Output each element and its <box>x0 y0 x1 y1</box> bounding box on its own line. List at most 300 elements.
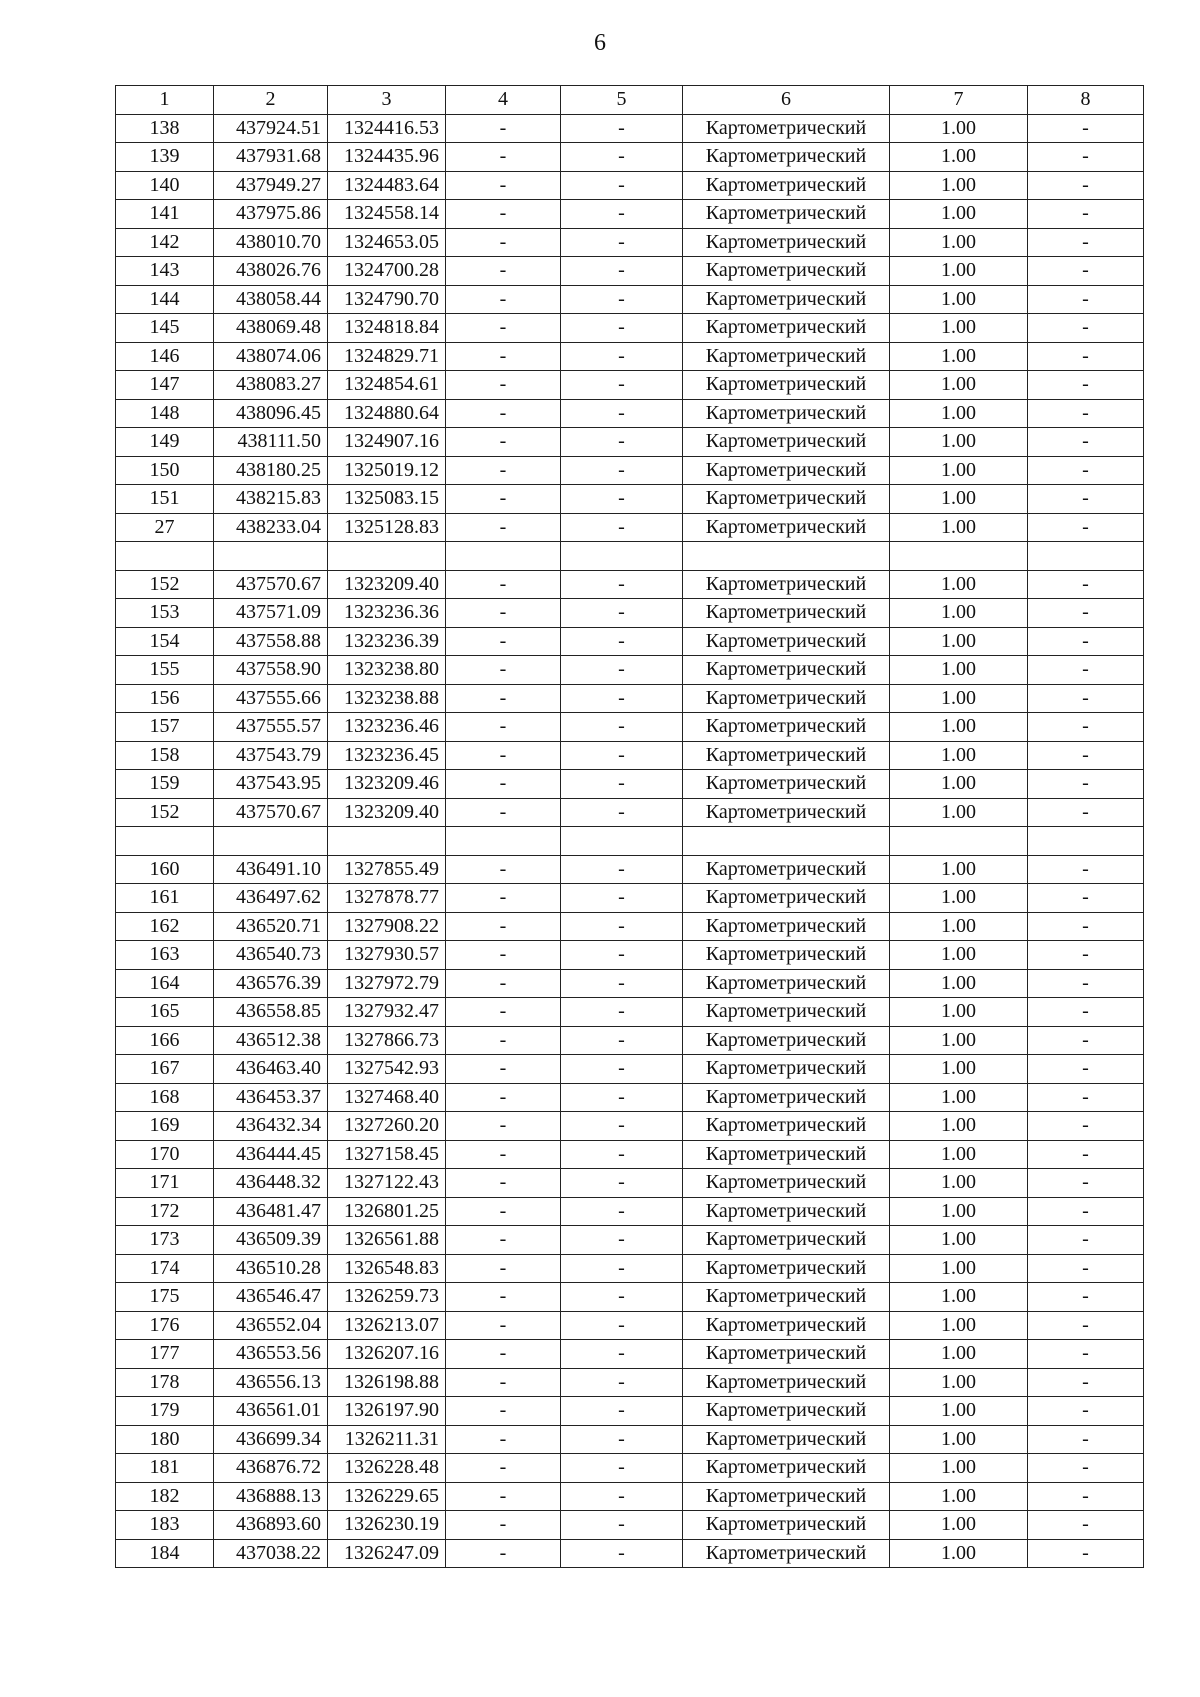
cell-method: Картометрический <box>683 171 890 200</box>
cell-coord-x: 436553.56 <box>214 1340 328 1369</box>
table-row <box>116 1226 1144 1255</box>
cell-coord-y <box>328 827 446 856</box>
cell-coord-y: 1324653.05 <box>328 228 446 257</box>
cell-point-number: 170 <box>116 1140 214 1169</box>
cell-method: Картометрический <box>683 1026 890 1055</box>
cell-point-number: 180 <box>116 1425 214 1454</box>
cell-method: Картометрический <box>683 627 890 656</box>
cell-accuracy: 1.00 <box>890 741 1028 770</box>
cell-col-4: - <box>446 1169 561 1198</box>
cell-method: Картометрический <box>683 399 890 428</box>
cell-accuracy <box>890 827 1028 856</box>
cell-accuracy: 1.00 <box>890 428 1028 457</box>
cell-col-5: - <box>561 428 683 457</box>
cell-point-number: 169 <box>116 1112 214 1141</box>
cell-col-5: - <box>561 855 683 884</box>
cell-coord-y: 1324790.70 <box>328 285 446 314</box>
cell-coord-y: 1326229.65 <box>328 1482 446 1511</box>
cell-col-5: - <box>561 656 683 685</box>
cell-coord-x: 437038.22 <box>214 1539 328 1568</box>
cell-col-8: - <box>1028 1083 1144 1112</box>
cell-method: Картометрический <box>683 656 890 685</box>
table-row <box>116 656 1144 685</box>
cell-col-8: - <box>1028 1311 1144 1340</box>
cell-coord-y: 1323209.40 <box>328 798 446 827</box>
cell-coord-y: 1327908.22 <box>328 912 446 941</box>
cell-coord-y: 1326198.88 <box>328 1368 446 1397</box>
cell-method: Картометрический <box>683 1340 890 1369</box>
cell-method: Картометрический <box>683 314 890 343</box>
table-row <box>116 171 1144 200</box>
cell-accuracy <box>890 542 1028 571</box>
cell-method: Картометрический <box>683 798 890 827</box>
cell-col-5: - <box>561 798 683 827</box>
cell-method: Картометрический <box>683 1055 890 1084</box>
table-row <box>116 513 1144 542</box>
cell-col-4: - <box>446 1311 561 1340</box>
cell-coord-x: 436699.34 <box>214 1425 328 1454</box>
table-row <box>116 1311 1144 1340</box>
cell-col-4: - <box>446 456 561 485</box>
cell-accuracy: 1.00 <box>890 1539 1028 1568</box>
table-row <box>116 371 1144 400</box>
cell-col-5: - <box>561 1539 683 1568</box>
cell-point-number: 155 <box>116 656 214 685</box>
cell-coord-x: 438026.76 <box>214 257 328 286</box>
table-row <box>116 314 1144 343</box>
cell-accuracy: 1.00 <box>890 684 1028 713</box>
cell-col-4: - <box>446 1340 561 1369</box>
cell-col-5: - <box>561 1511 683 1540</box>
table-row <box>116 684 1144 713</box>
cell-col-8: - <box>1028 1482 1144 1511</box>
cell-accuracy: 1.00 <box>890 1026 1028 1055</box>
cell-coord-x: 438096.45 <box>214 399 328 428</box>
cell-col-5: - <box>561 114 683 143</box>
cell-point-number: 177 <box>116 1340 214 1369</box>
cell-point-number: 165 <box>116 998 214 1027</box>
cell-col-8: - <box>1028 570 1144 599</box>
cell-method: Картометрический <box>683 1311 890 1340</box>
table-row <box>116 1425 1144 1454</box>
cell-coord-y: 1327158.45 <box>328 1140 446 1169</box>
cell-coord-x: 436463.40 <box>214 1055 328 1084</box>
cell-col-5: - <box>561 912 683 941</box>
cell-col-4: - <box>446 770 561 799</box>
cell-col-8: - <box>1028 713 1144 742</box>
cell-col-4: - <box>446 1283 561 1312</box>
cell-coord-x: 437949.27 <box>214 171 328 200</box>
cell-coord-y: 1327972.79 <box>328 969 446 998</box>
cell-col-5: - <box>561 456 683 485</box>
cell-col-5 <box>561 542 683 571</box>
cell-col-8: - <box>1028 1254 1144 1283</box>
cell-method: Картометрический <box>683 1539 890 1568</box>
cell-coord-x: 438058.44 <box>214 285 328 314</box>
cell-coord-y: 1325128.83 <box>328 513 446 542</box>
cell-accuracy: 1.00 <box>890 599 1028 628</box>
table-row <box>116 114 1144 143</box>
cell-coord-x: 437571.09 <box>214 599 328 628</box>
table-row <box>116 399 1144 428</box>
cell-col-4: - <box>446 1482 561 1511</box>
cell-coord-x: 436491.10 <box>214 855 328 884</box>
cell-coord-x: 438074.06 <box>214 342 328 371</box>
cell-point-number: 179 <box>116 1397 214 1426</box>
cell-col-4: - <box>446 200 561 229</box>
cell-col-4: - <box>446 513 561 542</box>
cell-col-5: - <box>561 285 683 314</box>
cell-col-5: - <box>561 143 683 172</box>
cell-method: Картометрический <box>683 941 890 970</box>
cell-col-4 <box>446 827 561 856</box>
cell-coord-y: 1324829.71 <box>328 342 446 371</box>
cell-accuracy: 1.00 <box>890 941 1028 970</box>
cell-coord-y: 1325019.12 <box>328 456 446 485</box>
cell-method <box>683 542 890 571</box>
cell-col-8: - <box>1028 1425 1144 1454</box>
cell-coord-y: 1327542.93 <box>328 1055 446 1084</box>
cell-coord-y: 1324483.64 <box>328 171 446 200</box>
cell-col-5: - <box>561 257 683 286</box>
column-header-8: 8 <box>1028 86 1144 115</box>
cell-method: Картометрический <box>683 912 890 941</box>
cell-coord-x: 436512.38 <box>214 1026 328 1055</box>
cell-col-8: - <box>1028 371 1144 400</box>
cell-coord-y: 1327866.73 <box>328 1026 446 1055</box>
table-row <box>116 941 1144 970</box>
cell-point-number: 27 <box>116 513 214 542</box>
cell-accuracy: 1.00 <box>890 1140 1028 1169</box>
cell-method: Картометрический <box>683 257 890 286</box>
table-row <box>116 627 1144 656</box>
cell-coord-x: 438180.25 <box>214 456 328 485</box>
column-header-7: 7 <box>890 86 1028 115</box>
cell-coord-x: 438083.27 <box>214 371 328 400</box>
cell-point-number: 181 <box>116 1454 214 1483</box>
table-row <box>116 1340 1144 1369</box>
cell-coord-x: 437543.79 <box>214 741 328 770</box>
cell-col-5: - <box>561 1226 683 1255</box>
cell-col-8: - <box>1028 114 1144 143</box>
cell-coord-x: 436561.01 <box>214 1397 328 1426</box>
cell-col-4: - <box>446 713 561 742</box>
cell-point-number: 156 <box>116 684 214 713</box>
table-row <box>116 1254 1144 1283</box>
cell-col-5: - <box>561 1112 683 1141</box>
cell-coord-x: 438215.83 <box>214 485 328 514</box>
coordinates-table <box>115 85 1144 1568</box>
table-row <box>116 1511 1144 1540</box>
cell-col-5: - <box>561 200 683 229</box>
cell-col-4: - <box>446 1454 561 1483</box>
column-header-6: 6 <box>683 86 890 115</box>
cell-col-4: - <box>446 599 561 628</box>
cell-col-4: - <box>446 1368 561 1397</box>
cell-accuracy: 1.00 <box>890 200 1028 229</box>
cell-method: Картометрический <box>683 1397 890 1426</box>
cell-coord-y: 1326230.19 <box>328 1511 446 1540</box>
cell-coord-x: 437975.86 <box>214 200 328 229</box>
table-row <box>116 599 1144 628</box>
cell-col-4: - <box>446 1425 561 1454</box>
cell-col-8: - <box>1028 969 1144 998</box>
cell-accuracy: 1.00 <box>890 285 1028 314</box>
cell-method: Картометрический <box>683 1368 890 1397</box>
cell-coord-y: 1326801.25 <box>328 1197 446 1226</box>
cell-col-4: - <box>446 1026 561 1055</box>
cell-col-5: - <box>561 1311 683 1340</box>
cell-col-4: - <box>446 884 561 913</box>
cell-coord-y: 1327468.40 <box>328 1083 446 1112</box>
cell-accuracy: 1.00 <box>890 884 1028 913</box>
cell-accuracy: 1.00 <box>890 998 1028 1027</box>
cell-method: Картометрический <box>683 428 890 457</box>
cell-coord-x <box>214 542 328 571</box>
cell-col-8: - <box>1028 684 1144 713</box>
cell-coord-y: 1326213.07 <box>328 1311 446 1340</box>
cell-col-4: - <box>446 1226 561 1255</box>
cell-point-number: 158 <box>116 741 214 770</box>
cell-method: Картометрический <box>683 969 890 998</box>
cell-col-8: - <box>1028 656 1144 685</box>
cell-point-number: 171 <box>116 1169 214 1198</box>
cell-col-8: - <box>1028 912 1144 941</box>
cell-accuracy: 1.00 <box>890 1482 1028 1511</box>
cell-coord-y: 1326211.31 <box>328 1425 446 1454</box>
table-row <box>116 1112 1144 1141</box>
table-row <box>116 1140 1144 1169</box>
cell-col-5: - <box>561 1083 683 1112</box>
table-row <box>116 855 1144 884</box>
cell-point-number: 138 <box>116 114 214 143</box>
cell-accuracy: 1.00 <box>890 1283 1028 1312</box>
cell-accuracy: 1.00 <box>890 1368 1028 1397</box>
cell-method: Картометрический <box>683 456 890 485</box>
cell-point-number: 167 <box>116 1055 214 1084</box>
cell-point-number: 149 <box>116 428 214 457</box>
cell-point-number: 150 <box>116 456 214 485</box>
table-row <box>116 969 1144 998</box>
cell-col-4: - <box>446 257 561 286</box>
cell-coord-x: 436432.34 <box>214 1112 328 1141</box>
cell-col-5: - <box>561 599 683 628</box>
cell-method: Картометрический <box>683 1254 890 1283</box>
cell-method: Картометрический <box>683 1511 890 1540</box>
table-header-row <box>116 86 1144 115</box>
table-row <box>116 1197 1144 1226</box>
cell-coord-x: 436509.39 <box>214 1226 328 1255</box>
cell-method: Картометрический <box>683 1169 890 1198</box>
cell-coord-x: 436893.60 <box>214 1511 328 1540</box>
cell-point-number: 153 <box>116 599 214 628</box>
cell-accuracy: 1.00 <box>890 371 1028 400</box>
cell-col-4: - <box>446 1511 561 1540</box>
cell-col-8: - <box>1028 1454 1144 1483</box>
cell-accuracy: 1.00 <box>890 1425 1028 1454</box>
cell-coord-x: 437931.68 <box>214 143 328 172</box>
cell-col-8: - <box>1028 1055 1144 1084</box>
cell-point-number: 175 <box>116 1283 214 1312</box>
cell-col-5: - <box>561 713 683 742</box>
cell-col-8: - <box>1028 770 1144 799</box>
cell-coord-y: 1326561.88 <box>328 1226 446 1255</box>
cell-method: Картометрический <box>683 599 890 628</box>
table-row <box>116 342 1144 371</box>
cell-accuracy: 1.00 <box>890 570 1028 599</box>
cell-col-8: - <box>1028 1340 1144 1369</box>
cell-col-5: - <box>561 941 683 970</box>
cell-coord-y: 1327932.47 <box>328 998 446 1027</box>
cell-method: Картометрический <box>683 342 890 371</box>
cell-point-number: 159 <box>116 770 214 799</box>
cell-col-5: - <box>561 1425 683 1454</box>
cell-accuracy: 1.00 <box>890 713 1028 742</box>
cell-col-8: - <box>1028 599 1144 628</box>
cell-col-5: - <box>561 570 683 599</box>
cell-coord-y: 1324558.14 <box>328 200 446 229</box>
cell-point-number: 176 <box>116 1311 214 1340</box>
column-header-5: 5 <box>561 86 683 115</box>
cell-method: Картометрический <box>683 114 890 143</box>
cell-col-5: - <box>561 342 683 371</box>
cell-col-4 <box>446 542 561 571</box>
table-row <box>116 285 1144 314</box>
cell-coord-x: 437570.67 <box>214 798 328 827</box>
table-row <box>116 741 1144 770</box>
cell-col-4: - <box>446 371 561 400</box>
cell-point-number: 139 <box>116 143 214 172</box>
cell-col-4: - <box>446 855 561 884</box>
cell-accuracy: 1.00 <box>890 1083 1028 1112</box>
cell-col-8: - <box>1028 941 1144 970</box>
cell-method: Картометрический <box>683 1283 890 1312</box>
cell-col-8: - <box>1028 884 1144 913</box>
cell-col-5: - <box>561 485 683 514</box>
table-row <box>116 912 1144 941</box>
cell-point-number: 146 <box>116 342 214 371</box>
column-header-3: 3 <box>328 86 446 115</box>
table-row <box>116 1083 1144 1112</box>
cell-coord-x: 436546.47 <box>214 1283 328 1312</box>
table-row <box>116 1454 1144 1483</box>
cell-method: Картометрический <box>683 570 890 599</box>
cell-coord-y: 1323238.88 <box>328 684 446 713</box>
cell-col-8: - <box>1028 399 1144 428</box>
cell-col-5: - <box>561 513 683 542</box>
table-row <box>116 1482 1144 1511</box>
cell-method: Картометрический <box>683 1140 890 1169</box>
cell-col-5: - <box>561 969 683 998</box>
cell-accuracy: 1.00 <box>890 1169 1028 1198</box>
cell-col-8: - <box>1028 143 1144 172</box>
cell-col-4: - <box>446 314 561 343</box>
cell-col-8: - <box>1028 798 1144 827</box>
cell-accuracy: 1.00 <box>890 314 1028 343</box>
cell-col-4: - <box>446 969 561 998</box>
cell-col-4: - <box>446 399 561 428</box>
cell-point-number: 147 <box>116 371 214 400</box>
cell-col-4: - <box>446 941 561 970</box>
cell-method: Картометрический <box>683 1083 890 1112</box>
cell-col-8: - <box>1028 855 1144 884</box>
column-header-2: 2 <box>214 86 328 115</box>
cell-col-4: - <box>446 1112 561 1141</box>
separator-row <box>116 827 1144 856</box>
table-row <box>116 228 1144 257</box>
cell-col-4: - <box>446 798 561 827</box>
cell-coord-x: 437558.90 <box>214 656 328 685</box>
table-row <box>116 998 1144 1027</box>
cell-coord-y: 1324880.64 <box>328 399 446 428</box>
cell-accuracy: 1.00 <box>890 855 1028 884</box>
cell-method: Картометрический <box>683 513 890 542</box>
cell-coord-x: 436444.45 <box>214 1140 328 1169</box>
cell-col-4: - <box>446 1397 561 1426</box>
table-row <box>116 570 1144 599</box>
cell-coord-y: 1324854.61 <box>328 371 446 400</box>
cell-coord-x: 436576.39 <box>214 969 328 998</box>
cell-coord-x: 436876.72 <box>214 1454 328 1483</box>
cell-accuracy: 1.00 <box>890 1112 1028 1141</box>
cell-coord-x: 436552.04 <box>214 1311 328 1340</box>
cell-coord-x: 436448.32 <box>214 1169 328 1198</box>
cell-coord-x: 436481.47 <box>214 1197 328 1226</box>
cell-method: Картометрический <box>683 884 890 913</box>
cell-col-8: - <box>1028 285 1144 314</box>
cell-coord-y: 1325083.15 <box>328 485 446 514</box>
cell-method: Картометрический <box>683 485 890 514</box>
cell-accuracy: 1.00 <box>890 1511 1028 1540</box>
table-row <box>116 1368 1144 1397</box>
cell-col-5: - <box>561 1254 683 1283</box>
table-row <box>116 485 1144 514</box>
cell-col-4: - <box>446 114 561 143</box>
cell-col-5: - <box>561 770 683 799</box>
cell-coord-y: 1327878.77 <box>328 884 446 913</box>
cell-col-5: - <box>561 171 683 200</box>
cell-coord-x: 438233.04 <box>214 513 328 542</box>
cell-method: Картометрический <box>683 998 890 1027</box>
cell-accuracy: 1.00 <box>890 513 1028 542</box>
table-row <box>116 713 1144 742</box>
cell-col-8: - <box>1028 1283 1144 1312</box>
cell-col-5: - <box>561 998 683 1027</box>
table-row <box>116 1397 1144 1426</box>
cell-col-4: - <box>446 627 561 656</box>
cell-coord-y: 1323236.39 <box>328 627 446 656</box>
cell-col-8: - <box>1028 257 1144 286</box>
cell-point-number: 154 <box>116 627 214 656</box>
cell-accuracy: 1.00 <box>890 171 1028 200</box>
cell-col-4: - <box>446 998 561 1027</box>
cell-method: Картометрический <box>683 1226 890 1255</box>
cell-col-5 <box>561 827 683 856</box>
cell-col-5: - <box>561 371 683 400</box>
cell-point-number: 183 <box>116 1511 214 1540</box>
cell-accuracy: 1.00 <box>890 1055 1028 1084</box>
cell-accuracy: 1.00 <box>890 485 1028 514</box>
cell-col-5: - <box>561 627 683 656</box>
cell-method: Картометрический <box>683 143 890 172</box>
cell-point-number: 151 <box>116 485 214 514</box>
cell-point-number: 148 <box>116 399 214 428</box>
table-row <box>116 257 1144 286</box>
cell-point-number: 161 <box>116 884 214 913</box>
cell-col-5: - <box>561 1368 683 1397</box>
cell-coord-x: 438111.50 <box>214 428 328 457</box>
cell-accuracy: 1.00 <box>890 342 1028 371</box>
